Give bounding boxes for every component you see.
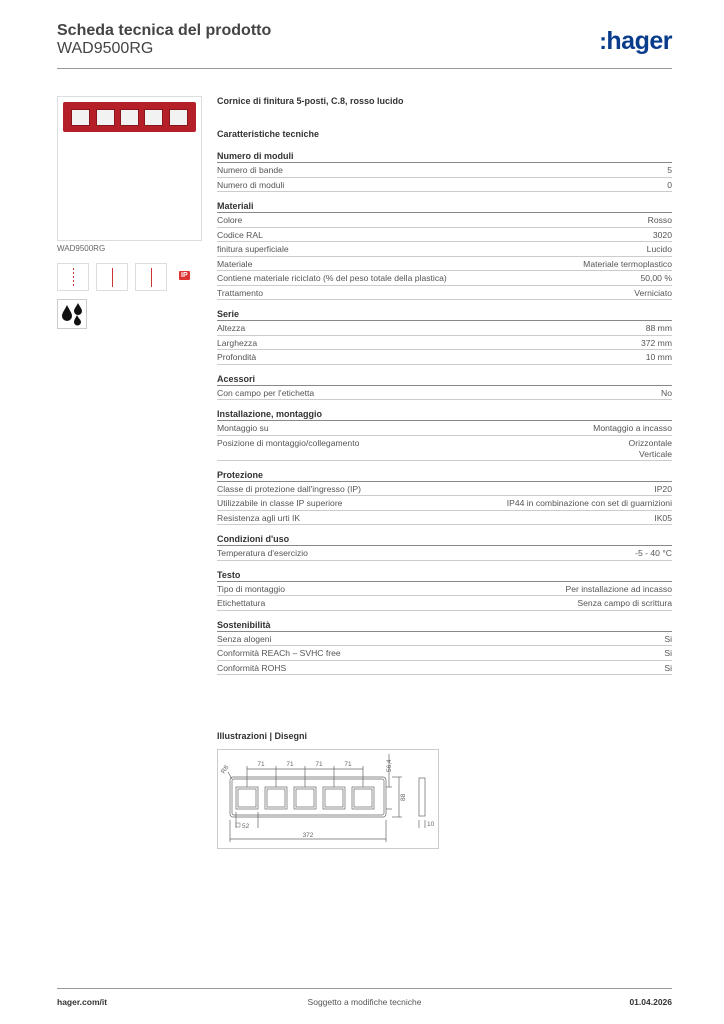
spec-section [217,533,672,561]
section-title: Materiali [217,200,672,213]
spec-value [635,548,672,560]
spec-value-line: No [661,387,672,398]
spec-value-line: IP44 in combinazione con set di guarnizioni [506,498,672,508]
spec-value [583,259,672,271]
spec-value [641,338,672,350]
spec-section [217,150,672,192]
spec-label: finitura superficiale [217,244,289,254]
spec-value-line: Si [664,662,672,673]
spec-value-line: Si [664,633,672,644]
ip-rating-icon: IP [181,272,188,279]
spec-row [217,350,672,365]
spec-row [217,496,672,511]
dimension-drawing [217,749,439,849]
spec-value [648,215,672,227]
spec-value [661,388,672,400]
spec-value-line: 0 [667,179,672,190]
section-title: Sostenibilità [217,619,672,632]
spec-label: Larghezza [217,337,258,348]
spec-value [664,663,672,675]
spec-value [646,323,672,335]
spec-label: Colore [217,215,243,225]
section-title: Acessori [217,373,672,386]
spec-label: Utilizzabile in classe IP superiore [217,498,343,508]
spec-value-line: 5 [667,165,672,175]
page-header [57,21,672,58]
spec-section [217,373,672,401]
spec-label: Senza alogeni [217,633,272,644]
spec-row [217,582,672,597]
thumbnail-2[interactable] [96,263,128,291]
spec-row [217,336,672,351]
spec-value-line: 88 mm [645,323,672,333]
spec-label: Materiale [217,258,253,269]
spec-value [647,244,672,256]
spec-row [217,321,672,336]
product-code: WAD9500RG [57,40,154,57]
spec-value-line: 3020 [652,229,672,240]
spec-value [664,634,672,646]
dim-hole: 52 [242,823,250,830]
spec-value [565,584,672,596]
spec-row [217,482,672,497]
spec-value-line: Montaggio a incasso [593,423,672,433]
spec-label: Con campo per l'etichetta [217,387,315,398]
spec-section [217,469,672,526]
spec-value [654,484,672,496]
dim-depth: 10 [427,821,435,828]
dim-radius: R8 [219,764,231,776]
spec-label: Montaggio su [217,423,269,433]
spec-value-line: Verticale [639,448,672,459]
spec-value [654,513,672,525]
spec-value [640,273,672,285]
document-title: Scheda tecnica del prodotto [57,22,272,39]
spec-column [217,96,672,683]
spec-value-line: 50,00 % [640,273,672,283]
spec-value-line: Si [664,648,672,658]
spec-section [217,569,672,611]
spec-value-line: Materiale termoplastico [583,258,672,269]
footer-website-link[interactable]: hager.com/it [57,997,108,1007]
footer-date: 01.04.2026 [629,997,672,1007]
spec-row [217,286,672,301]
spec-sections [217,150,672,675]
product-name: Cornice di finitura 5-posti, C.8, rosso lucido [217,96,404,106]
spec-row [217,661,672,676]
illustrations-title: Illustrazioni | Disegni [217,731,308,741]
section-title: Serie [217,308,672,321]
footer-notice: Soggetto a modifiche tecniche [307,997,422,1007]
section-title: Numero di moduli [217,150,672,163]
thumbnail-3[interactable] [135,263,167,291]
section-title: Condizioni d'uso [217,533,672,546]
spec-value-line: Lucido [646,244,672,254]
spec-row [217,271,672,286]
spec-label: Trattamento [217,287,264,298]
spec-label: Conformità ROHS [217,662,287,673]
spec-label: Classe di protezione dall'ingresso (IP) [217,483,361,494]
spec-label: Codice RAL [217,229,263,240]
spec-value [667,165,672,177]
spec-value-line: Per installazione ad incasso [565,583,672,594]
spec-row [217,646,672,661]
spec-row [217,213,672,228]
spec-row [217,632,672,647]
spec-label: Altezza [217,323,246,333]
spec-label: Numero di moduli [217,179,285,190]
spec-section [217,308,672,365]
spec-value-line: IK05 [654,512,672,523]
spec-value-line: 10 mm [645,352,672,362]
water-drops-icon [57,299,87,329]
spec-value [577,598,672,610]
hager-logo[interactable]: :hager [599,27,672,55]
thumbnail-strip [57,263,206,291]
spec-value-line: Verniciato [634,287,672,298]
spec-row [217,257,672,272]
spec-value [667,180,672,192]
dim-width: 372 [302,832,314,839]
spec-section [217,408,672,461]
spec-value [646,352,672,364]
section-title: Installazione, montaggio [217,408,672,421]
spec-row [217,421,672,436]
spec-label: Resistenza agli urti IK [217,512,301,523]
dim-pitch-4: 71 [344,761,352,768]
section-title: Testo [217,569,672,582]
spec-value-line: Orizzontale [628,437,672,448]
spec-row [217,386,672,401]
spec-section [217,200,672,300]
thumbnail-1[interactable] [57,263,89,291]
spec-value [664,648,672,660]
spec-label: Numero di bande [217,165,283,175]
header-divider [57,68,672,69]
spec-label: Etichettatura [217,598,266,608]
spec-row [217,163,672,178]
characteristics-title: Caratteristiche tecniche [217,129,320,139]
spec-label: Temperatura d'esercizio [217,548,308,558]
dim-pitch-2: 71 [286,761,294,768]
spec-value [629,438,672,460]
spec-value [653,230,672,242]
spec-value-line: IP20 [654,483,672,494]
image-caption: WAD9500RG [57,244,106,253]
spec-row [217,511,672,526]
spec-value [593,423,672,435]
spec-row [217,546,672,561]
spec-value-line: Senza campo di scrittura [577,598,672,608]
spec-value-line: -5 - 40 °C [635,548,672,558]
spec-row [217,596,672,611]
dim-pitch-1: 71 [257,761,265,768]
frame-picture [63,102,196,132]
spec-label: Posizione di montaggio/collegamento [217,437,360,448]
spec-value-line: Rosso [647,215,672,225]
spec-row [217,436,672,461]
spec-label: Profondità [217,352,257,362]
dim-height: 88 [400,793,407,801]
spec-section [217,619,672,676]
section-title: Protezione [217,469,672,482]
dim-pitch-3: 71 [315,761,323,768]
spec-row [217,228,672,243]
spec-value [507,498,672,510]
spec-value-line: 372 mm [640,337,672,348]
spec-row [217,242,672,257]
spec-label: Contiene materiale riciclato (% del peso totale della plastica) [217,273,447,283]
spec-value [634,288,672,300]
spec-row [217,178,672,193]
dim-height-inner: 56,4 [386,759,393,772]
spec-label: Tipo di montaggio [217,583,285,594]
product-image [57,96,202,241]
footer-divider [57,988,672,989]
spec-label: Conformità REACh – SVHC free [217,648,341,658]
